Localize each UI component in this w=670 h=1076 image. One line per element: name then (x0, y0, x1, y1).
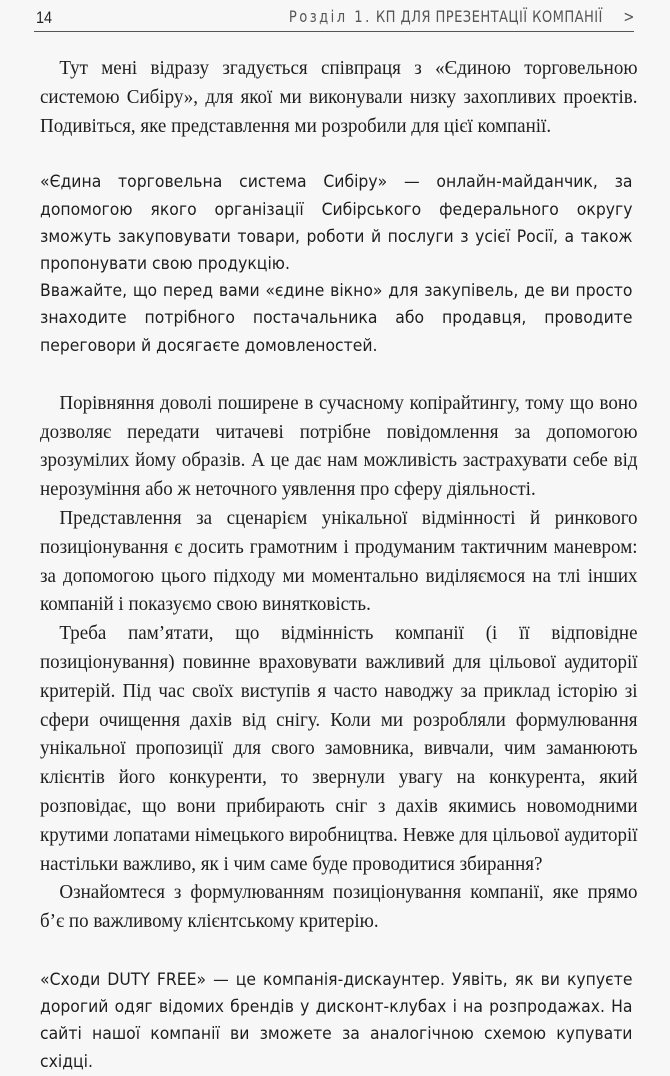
paragraph: Ознайомтеся з формулюванням позиціонування компанії, яке прямо б’є по важливому клієнтському критерію. (40, 882, 638, 933)
paragraph-intro: Тут мені відразу згадується співпраця з «Єдиною торговельною системою Сибіру», для якої ми виконували низку захопливих проектів. Подивіться, яке представлення ми розробили для цієї компанії. (40, 58, 638, 137)
paragraph: Порівняння доволі поширене в сучасному копірайтингу, тому що воно дозволяє передати читачеві потрібне повідомлення за допомогою зрозумілих йому образів. А це дає нам можливість застрахувати себе від нерозуміння або ж неточного уявлення про сферу діяльності. (40, 392, 638, 501)
page-number: 14 (36, 8, 53, 27)
running-header (34, 4, 634, 32)
quote-paragraph: «Єдина торговельна система Сибіру» — онлайн-майданчик, за допомогою якого організації Сибірського федерального округу зможуть закуповувати товари, роботи й послуги з усієї Росії, а також пропонувати свою продукцію. (40, 172, 633, 274)
paragraph: Треба пам’ятати, що відмінність компанії (і її відповідне позиціонування) повинне враховувати важливий для цільової аудиторії критерій. Під час своїх виступів я часто наводжу за приклад історію зі сфери очищення дахів від снігу. Коли ми розробляли формулювання унікальної пропозиції для свого замовника, вивчали, чим заманюють клієнтів його конкуренти, то звернули увагу на конкурента, який розповідає, що вони прибирають сніг з дахів якимись новомодними крутими лопатами німецького виробництва. Невже для цільової аудиторії настільки важливо, як і чим саме буде проводитися збирання? (40, 623, 638, 875)
quote-paragraph: Вважайте, що перед вами «єдине вікно» для закупівель, де ви просто знаходите потрібного постачальника або продавця, проводите переговори й досягаєте домовленостей. (40, 281, 633, 356)
quote-block-1 (40, 169, 636, 359)
chapter-heading (288, 7, 634, 26)
page-body (40, 55, 636, 1076)
quote-block-2 (40, 967, 636, 1076)
chapter-label: Розділ 1. (288, 7, 372, 26)
paragraph: Представлення за сценарієм унікальної відмінності й ринкового позиціонування є досить грамотним і продуманим тактичним маневром: за допомогою цього підходу ми моментально виділяємося на тлі інших компаній і показуємо свою винятковість. (40, 508, 638, 616)
chevron-right-icon: > (623, 7, 634, 26)
chapter-title: КП ДЛЯ ПРЕЗЕНТАЦІЇ КОМПАНІЇ (375, 7, 603, 26)
quote-paragraph: «Сходи DUTY FREE» — це компанія-дискаунтер. Уявіть, як ви купуєте дорогий одяг відомих брендів у дисконт-клубах і на розпродажах. На сайті нашої компанії ви зможете за аналогічною схемою купувати східці. (40, 969, 633, 1072)
